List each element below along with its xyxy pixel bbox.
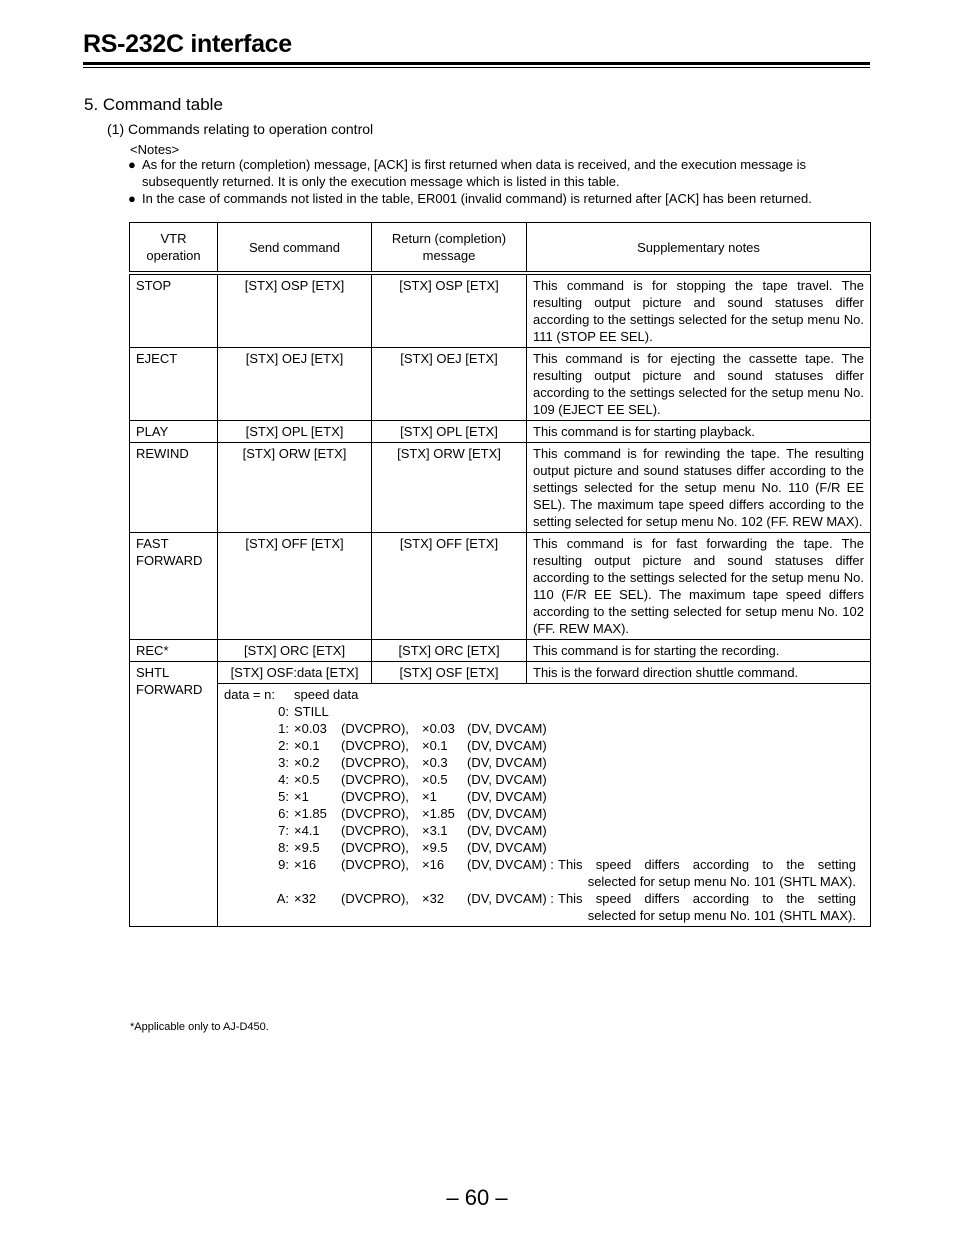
speed-dv: ×0.1 xyxy=(422,738,448,753)
shuttle-data-entry xyxy=(224,788,864,805)
format-dvcpro: (DVCPRO), xyxy=(341,823,409,838)
speed-dv: ×9.5 xyxy=(422,840,448,855)
speed-key: 0: xyxy=(278,704,289,719)
speed-dv: ×0.3 xyxy=(422,755,448,770)
shuttle-data-head xyxy=(224,686,864,703)
return-message-cell: [STX] ORC [ETX] xyxy=(372,640,527,662)
format-dv: (DV, DVCAM) : xyxy=(467,857,554,872)
command-table xyxy=(129,222,871,927)
data-head-label: data = n: xyxy=(224,687,275,702)
vtr-operation-cell: SHTL FORWARD xyxy=(130,662,218,927)
speed-dv: ×32 xyxy=(422,891,445,906)
notes-label: <Notes> xyxy=(130,142,180,157)
speed-dv: ×0.03 xyxy=(422,721,455,736)
format-dv: (DV, DVCAM) xyxy=(467,772,547,787)
speed-key: A: xyxy=(276,891,289,906)
note-text: As for the return (completion) message, [ACK] is first returned when data is received, and the execution message is subsequently returned. It is only the execution message which is listed in this table. xyxy=(142,157,807,189)
shuttle-data-entry-continued xyxy=(224,873,864,890)
shuttle-data-entry xyxy=(224,890,864,907)
table-row xyxy=(130,640,871,662)
table-row xyxy=(130,348,871,421)
format-dvcpro: (DVCPRO), xyxy=(341,755,409,770)
vtr-operation-cell: PLAY xyxy=(130,421,218,443)
format-dvcpro: (DVCPRO), xyxy=(341,789,409,804)
footnote: *Applicable only to AJ-D450. xyxy=(130,1021,269,1033)
supplementary-notes-cell: This command is for starting playback. xyxy=(527,421,871,443)
speed-key: 6: xyxy=(278,806,289,821)
supplementary-notes-cell: This command is for stopping the tape travel. The resulting output picture and sound statuses differ according to the settings selected for the setup menu No. 111 (STOP EE SEL). xyxy=(527,273,871,348)
bullet-icon: ● xyxy=(128,191,136,206)
speed-note-continued: selected for setup menu No. 101 (SHTL MAX). xyxy=(587,874,856,889)
table-row xyxy=(130,533,871,640)
speed-key: 3: xyxy=(278,755,289,770)
speed-dvcpro: ×9.5 xyxy=(294,840,320,855)
format-dvcpro: (DVCPRO), xyxy=(341,721,409,736)
return-message-cell: [STX] OSF [ETX] xyxy=(372,662,527,684)
speed-dvcpro: ×0.5 xyxy=(294,772,320,787)
format-dv: (DV, DVCAM) : xyxy=(467,891,554,906)
title-rule-thick xyxy=(83,62,870,65)
send-command-cell: [STX] OFF [ETX] xyxy=(218,533,372,640)
format-dvcpro: (DVCPRO), xyxy=(341,891,409,906)
supplementary-notes-cell: This command is for rewinding the tape. The resulting output picture and sound statuses differ according to the settings selected for the setup menu No. 110 (F/R EE SEL). The maximum tape speed differs according to the setting selected for setup menu No. 102 (FF. REW MAX). xyxy=(527,443,871,533)
vtr-operation-cell: FAST FORWARD xyxy=(130,533,218,640)
shuttle-data-entry-continued xyxy=(224,907,864,924)
speed-dvcpro: ×32 xyxy=(294,891,317,906)
return-message-cell: [STX] ORW [ETX] xyxy=(372,443,527,533)
page-title: RS-232C interface xyxy=(83,30,292,58)
table-row xyxy=(130,421,871,443)
vtr-operation-cell: STOP xyxy=(130,273,218,348)
speed-key: 2: xyxy=(278,738,289,753)
data-head-value: speed data xyxy=(294,687,359,702)
format-dv: (DV, DVCAM) xyxy=(467,823,547,838)
speed-dv: ×0.5 xyxy=(422,772,448,787)
note-text: In the case of commands not listed in the table, ER001 (invalid command) is returned after [ACK] has been returned. xyxy=(142,191,812,206)
speed-note: This speed differs according to the setting xyxy=(558,857,856,872)
header-send-command: Send command xyxy=(218,223,372,274)
note-item xyxy=(128,156,873,190)
supplementary-notes-cell: This command is for ejecting the cassette tape. The resulting output picture and sound statuses differ according to the settings selected for the setup menu No. 109 (EJECT EE SEL). xyxy=(527,348,871,421)
format-dvcpro: (DVCPRO), xyxy=(341,738,409,753)
supplementary-notes-cell: This is the forward direction shuttle command. xyxy=(527,662,871,684)
speed-dvcpro: ×16 xyxy=(294,857,317,872)
format-dv: (DV, DVCAM) xyxy=(467,840,547,855)
shuttle-data-entry xyxy=(224,822,864,839)
supplementary-notes-cell: This command is for fast forwarding the tape. The resulting output picture and sound statuses differ according to the settings selected for the setup menu No. 110 (F/R EE SEL). The maximum tape speed differs according to the setting selected for setup menu No. 102 (FF. REW MAX). xyxy=(527,533,871,640)
bullet-icon: ● xyxy=(128,157,136,172)
table-row xyxy=(130,273,871,348)
speed-key: 4: xyxy=(278,772,289,787)
speed-dvcpro: ×0.03 xyxy=(294,721,327,736)
send-command-cell: [STX] OEJ [ETX] xyxy=(218,348,372,421)
send-command-cell: [STX] OSF:data [ETX] xyxy=(218,662,372,684)
speed-dvcpro: STILL xyxy=(294,704,329,719)
table-row xyxy=(130,443,871,533)
shuttle-data-row xyxy=(130,684,871,927)
format-dv: (DV, DVCAM) xyxy=(467,755,547,770)
format-dv: (DV, DVCAM) xyxy=(467,721,547,736)
shuttle-data-entry xyxy=(224,754,864,771)
send-command-cell: [STX] OPL [ETX] xyxy=(218,421,372,443)
return-message-cell: [STX] OPL [ETX] xyxy=(372,421,527,443)
format-dvcpro: (DVCPRO), xyxy=(341,840,409,855)
vtr-operation-cell: EJECT xyxy=(130,348,218,421)
return-message-cell: [STX] OEJ [ETX] xyxy=(372,348,527,421)
speed-dv: ×1 xyxy=(422,789,437,804)
format-dvcpro: (DVCPRO), xyxy=(341,806,409,821)
shuttle-data-entry xyxy=(224,737,864,754)
speed-note: This speed differs according to the setting xyxy=(558,891,856,906)
speed-key: 5: xyxy=(278,789,289,804)
shuttle-data-entry xyxy=(224,839,864,856)
speed-key: 7: xyxy=(278,823,289,838)
speed-dvcpro: ×0.2 xyxy=(294,755,320,770)
speed-key: 1: xyxy=(278,721,289,736)
table-header-row xyxy=(130,223,871,274)
format-dvcpro: (DVCPRO), xyxy=(341,772,409,787)
title-rule-thin xyxy=(83,67,870,68)
speed-dvcpro: ×1.85 xyxy=(294,806,327,821)
vtr-operation-cell: REWIND xyxy=(130,443,218,533)
speed-dv: ×3.1 xyxy=(422,823,448,838)
table-row xyxy=(130,662,871,684)
return-message-cell: [STX] OSP [ETX] xyxy=(372,273,527,348)
shuttle-data-entry xyxy=(224,805,864,822)
section-heading: 5. Command table xyxy=(84,95,223,114)
send-command-cell: [STX] OSP [ETX] xyxy=(218,273,372,348)
shuttle-data-entry xyxy=(224,720,864,737)
header-supplementary-notes: Supplementary notes xyxy=(527,223,871,274)
speed-note-continued: selected for setup menu No. 101 (SHTL MAX). xyxy=(587,908,856,923)
header-vtr-operation: VTR operation xyxy=(130,223,218,274)
speed-dvcpro: ×1 xyxy=(294,789,309,804)
format-dv: (DV, DVCAM) xyxy=(467,738,547,753)
send-command-cell: [STX] ORC [ETX] xyxy=(218,640,372,662)
shuttle-data-entry xyxy=(224,771,864,788)
shuttle-data-cell xyxy=(218,684,871,927)
shuttle-data-entry xyxy=(224,703,864,720)
speed-dvcpro: ×0.1 xyxy=(294,738,320,753)
format-dv: (DV, DVCAM) xyxy=(467,789,547,804)
shuttle-data-list xyxy=(224,686,864,924)
page-number: – 60 – xyxy=(446,1185,508,1210)
format-dvcpro: (DVCPRO), xyxy=(341,857,409,872)
return-message-cell: [STX] OFF [ETX] xyxy=(372,533,527,640)
speed-dvcpro: ×4.1 xyxy=(294,823,320,838)
note-item xyxy=(128,190,873,207)
speed-dv: ×16 xyxy=(422,857,445,872)
speed-dv: ×1.85 xyxy=(422,806,455,821)
supplementary-notes-cell: This command is for starting the recording. xyxy=(527,640,871,662)
speed-key: 9: xyxy=(278,857,289,872)
send-command-cell: [STX] ORW [ETX] xyxy=(218,443,372,533)
speed-key: 8: xyxy=(278,840,289,855)
shuttle-data-entry xyxy=(224,856,864,873)
subsection-heading: (1) Commands relating to operation control xyxy=(107,121,374,137)
vtr-operation-cell: REC* xyxy=(130,640,218,662)
header-return-message: Return (completion) message xyxy=(372,223,527,274)
format-dv: (DV, DVCAM) xyxy=(467,806,547,821)
